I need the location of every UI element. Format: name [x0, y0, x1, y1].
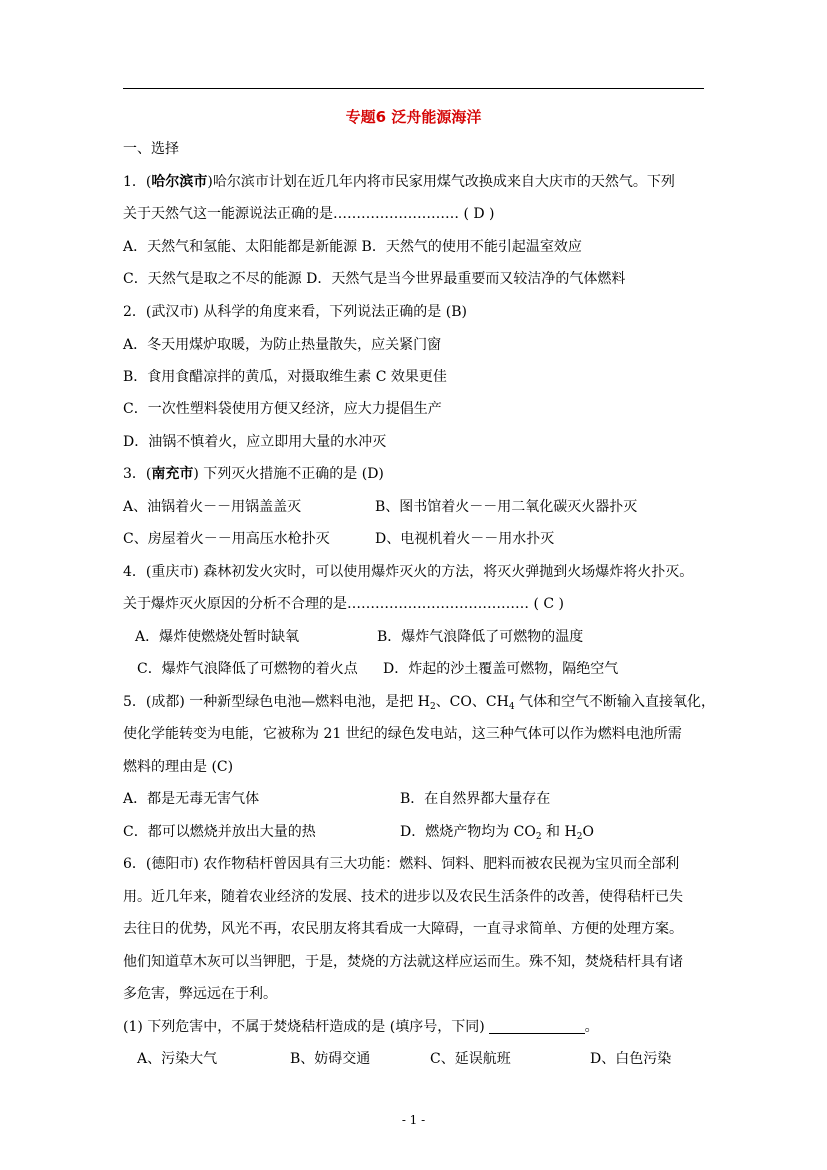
question-6-stem-line-4: 他们知道草木灰可以当钾肥，于是，焚烧的方法就这样应运而生。殊不知，焚烧秸杆具有诸: [123, 954, 683, 970]
question-5-option-d: D．燃烧产物均为 $CO_2$ 和 $H_2O$: [400, 824, 594, 842]
question-6-stem-line-2: 用。近几年来，随着农业经济的发展、技术的进步以及农民生活条件的改善，使得秸杆已失: [123, 889, 683, 905]
question-2-stem: 2．(武汉市) 从科学的角度来看，下列说法正确的是 (B): [123, 304, 467, 320]
question-3-option-d: D、电视机着火－－用水扑灭: [375, 531, 555, 547]
question-3-option-a: A、油锅着火－－用锅盖盖灭: [123, 499, 302, 515]
question-3-city: 南充市: [151, 466, 194, 482]
question-4-stem-cont: 关于爆炸灭火原因的分析不合理的是………………………………… ( C ): [123, 596, 564, 612]
question-5-option-b: B．在自然界都大量存在: [400, 791, 551, 807]
page-number: - 1 -: [401, 1113, 426, 1127]
question-5-option-c: C．都可以燃烧并放出大量的热: [123, 824, 316, 840]
question-6-option-a: A、污染大气: [137, 1051, 218, 1067]
question-2-option-d: D．油锅不慎着火，应立即用大量的水冲灭: [123, 434, 387, 450]
answer-blank: [489, 1019, 585, 1034]
page-title: 专题6 泛舟能源海洋: [345, 108, 482, 126]
question-6-subquestion-1: (1) 下列危害中，不属于焚烧秸杆造成的是 (填序号，下同) 。: [123, 1019, 599, 1035]
question-4-option-a: A．爆炸使燃烧处暂时缺氧: [135, 629, 300, 645]
question-5-stem-end: 燃料的理由是 (C): [123, 759, 234, 775]
question-3-option-b: B、图书馆着火－－用二氧化碳灭火器扑灭: [375, 499, 638, 515]
question-2-option-b: B．食用食醋凉拌的黄瓜，对摄取维生素 C 效果更佳: [123, 369, 447, 385]
question-1-options-cd: C．天然气是取之不尽的能源 D．天然气是当今世界最重要而又较洁净的气体燃料: [123, 271, 626, 287]
question-4-stem: 4．(重庆市) 森林初发火灾时，可以使用爆炸灭火的方法，将灭火弹抛到火场爆炸将火扑灭。: [123, 564, 694, 580]
question-4-option-b: B．爆炸气浪降低了可燃物的温度: [377, 629, 584, 645]
question-6-option-d: D、白色污染: [590, 1051, 672, 1067]
question-6-stem: 6．(德阳市) 农作物秸杆曾因具有三大功能：燃料、饲料、肥料而被农民视为宝贝而全部利: [123, 856, 680, 872]
question-1-city: 哈尔滨市: [151, 174, 208, 190]
question-6-stem-line-5: 多危害，弊远远在于利。: [123, 986, 277, 1002]
section-heading: 一、选择: [123, 141, 179, 157]
question-5-stem-cont: 使化学能转变为电能，它被称为 21 世纪的绿色发电站，这三种气体可以作为燃料电池所需: [123, 726, 682, 742]
question-2-option-a: A．冬天用煤炉取暖，为防止热量散失，应关紧门窗: [123, 337, 442, 353]
question-1-stem-cont: 关于天然气这一能源说法正确的是……………………… ( D ): [123, 206, 495, 222]
question-5-option-a: A．都是无毒无害气体: [123, 791, 260, 807]
question-3-stem: 3．(南充市) 下列灭火措施不正确的是 (D): [123, 466, 384, 482]
question-5-stem: 5．(成都) 一种新型绿色电池—燃料电池，是把 $H_2$、CO、$CH_4$ 气体和空气不断输入直接氧化，: [123, 694, 715, 712]
question-1-options-ab: A．天然气和氢能、太阳能都是新能源 B．天然气的使用不能引起温室效应: [123, 239, 582, 255]
question-3-option-c: C、房屋着火－－用高压水枪扑灭: [123, 531, 330, 547]
question-4-option-c: C．爆炸气浪降低了可燃物的着火点: [137, 661, 358, 677]
question-6-option-b: B、妨碍交通: [290, 1051, 371, 1067]
question-1-stem: 1．(哈尔滨市)哈尔滨市计划在近几年内将市民家用煤气改换成来自大庆市的天然气。下列: [123, 174, 675, 190]
question-4-option-d: D．炸起的沙土覆盖可燃物，隔绝空气: [383, 661, 619, 677]
question-6-option-c: C、延误航班: [430, 1051, 511, 1067]
header-rule: [123, 88, 704, 89]
question-6-stem-line-3: 去往日的优势，风光不再，农民朋友将其看成一大障碍，一直寻求简单、方便的处理方案。: [123, 921, 683, 937]
question-2-option-c: C．一次性塑料袋使用方便又经济，应大力提倡生产: [123, 401, 442, 417]
